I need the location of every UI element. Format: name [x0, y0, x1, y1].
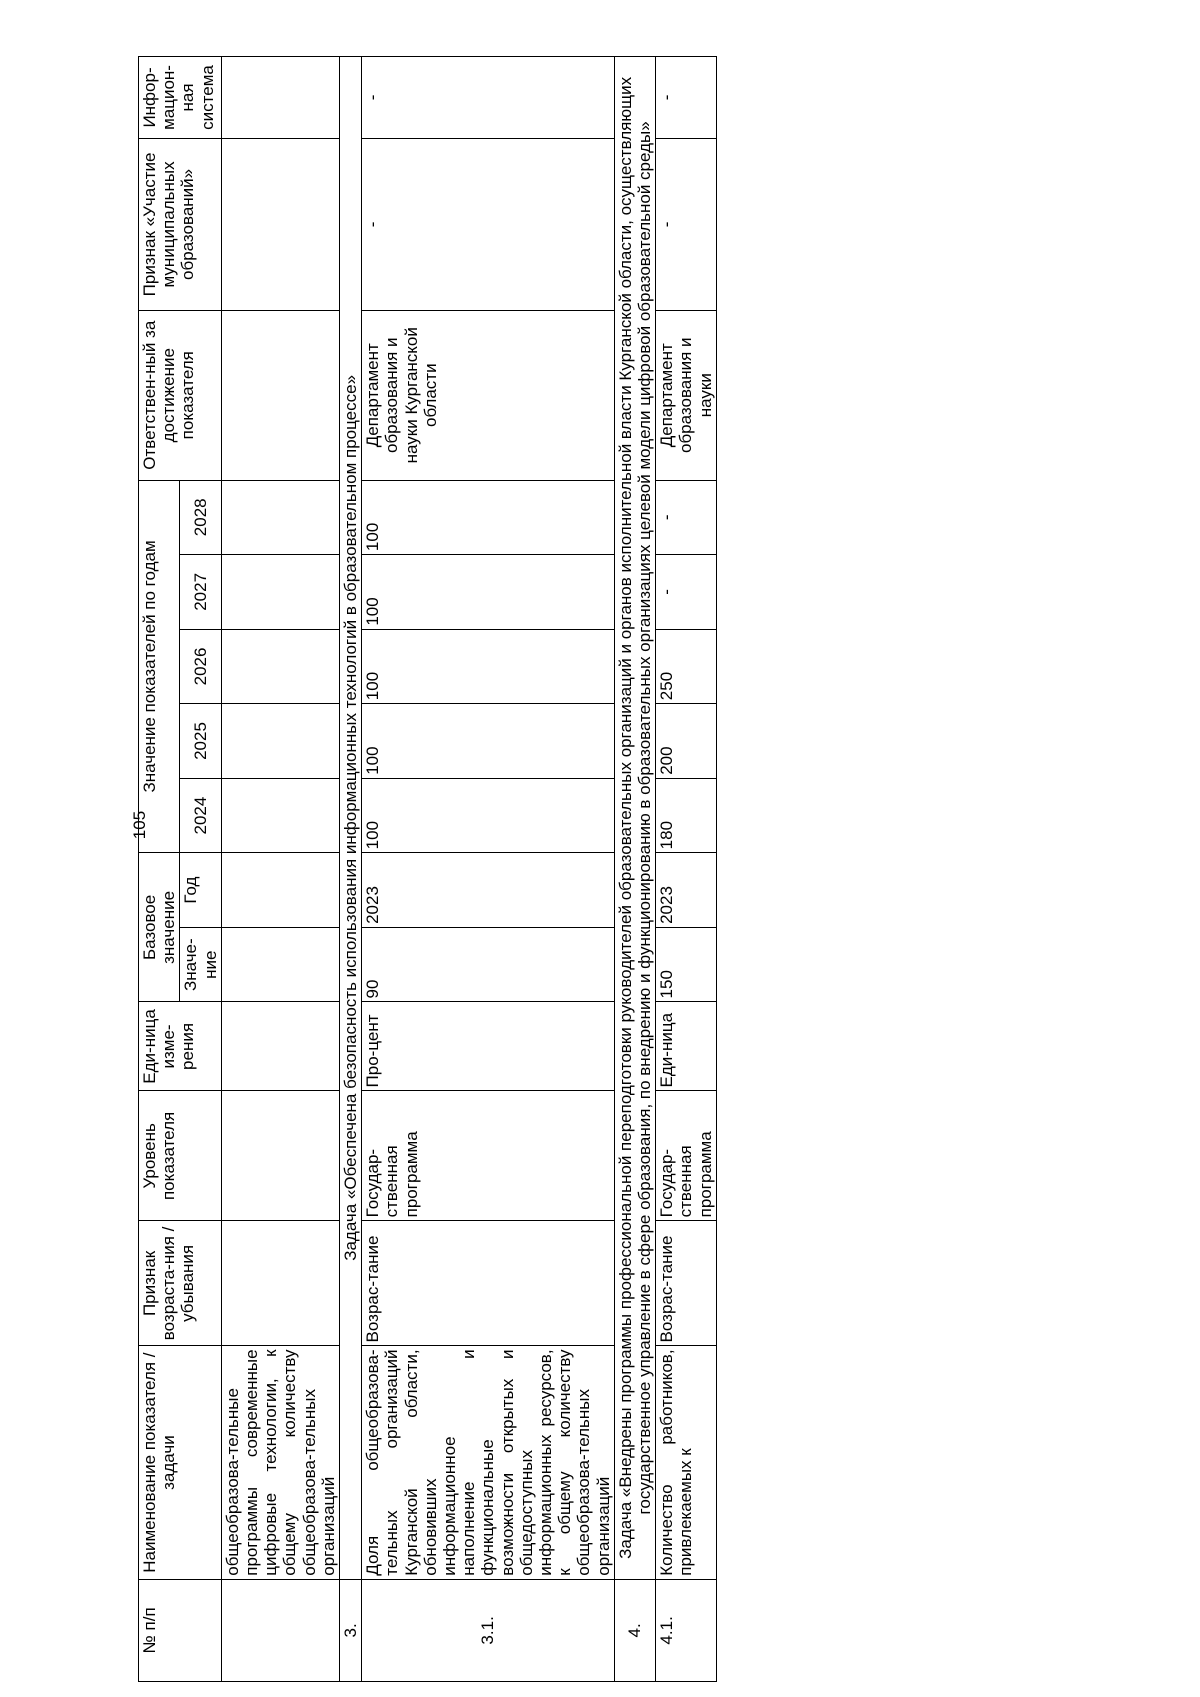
header-base-year: Год: [180, 853, 221, 928]
table-row-3-1: [362, 57, 615, 1682]
empty-cell: [221, 138, 339, 310]
continued-row: [221, 57, 339, 1682]
row-3-1-value-2026: 100: [362, 629, 615, 704]
page-number: 105: [130, 810, 149, 840]
row-4-1-value-2024: 180: [656, 778, 717, 853]
row-4-1-value-2027: -: [656, 555, 717, 630]
header-year-2027: 2027: [180, 555, 221, 630]
empty-cell: [221, 480, 339, 555]
empty-cell: [221, 1221, 339, 1346]
row-3-1-info-system: -: [362, 57, 615, 139]
header-year-2028: 2028: [180, 480, 221, 555]
empty-cell: [221, 310, 339, 480]
header-row-1: [139, 57, 180, 1682]
empty-cell: [221, 1002, 339, 1091]
row-3-1-value-2027: 100: [362, 555, 615, 630]
row-3-1-trend: Возрас-тание: [362, 1221, 615, 1346]
indicators-table: [138, 56, 717, 1682]
empty-cell: [221, 57, 339, 139]
row-3-1-responsible: Департамент образования и науки Курганской области: [362, 310, 615, 480]
task-4-text: Задача «Внедрены программы профессиональной переподготовки руководителей образовательных организаций и органов исполнительной власти Курганской области, осуществляющих государственное управление в сфере образования, по внедрению и функционированию в образовательных организациях целевой модели цифровой образовательной среды»: [614, 57, 655, 1580]
row-4-1-unit: Еди-ница: [656, 1002, 717, 1091]
row-3-1-value-2028: 100: [362, 480, 615, 555]
header-year-2024: 2024: [180, 778, 221, 853]
row-4-1-responsible: Департамент образования и науки: [656, 310, 717, 480]
row-4-1-value-2028: -: [656, 480, 717, 555]
header-base-value: Значе-ние: [180, 927, 221, 1002]
header-num: № п/п: [139, 1579, 222, 1681]
row-4-1-value-2026: 250: [656, 629, 717, 704]
header-trend: Признак возраста-ния / убывания: [139, 1221, 222, 1346]
row-3-1-value-2024: 100: [362, 778, 615, 853]
header-info-system: Инфор-мацион-ная система: [139, 57, 222, 139]
row-4-1-value-2025: 200: [656, 704, 717, 779]
empty-cell: [221, 555, 339, 630]
header-values-by-year: Значение показателей по годам: [139, 480, 180, 853]
row-3-1-level: Государ-ственная программа: [362, 1091, 615, 1221]
row-4-1-base-year: 2023: [656, 853, 717, 928]
header-unit: Еди-ница изме-рения: [139, 1002, 222, 1091]
row-3-1-base-year: 2023: [362, 853, 615, 928]
empty-cell: [221, 1091, 339, 1221]
row-4-1-level: Государ-ственная программа: [656, 1091, 717, 1221]
task-row-4: [614, 57, 655, 1682]
header-level: Уровень показателя: [139, 1091, 222, 1221]
task-3-num: 3.: [340, 1579, 362, 1681]
continued-row-num: [221, 1579, 339, 1681]
row-3-1-value-2025: 100: [362, 704, 615, 779]
header-year-2025: 2025: [180, 704, 221, 779]
header-responsible: Ответствен-ный за достижение показателя: [139, 310, 222, 480]
row-4-1-trend: Возрас-тание: [656, 1221, 717, 1346]
empty-cell: [221, 778, 339, 853]
task-4-num: 4.: [614, 1579, 655, 1681]
row-4-1-municipal: -: [656, 138, 717, 310]
row-3-1-municipal: -: [362, 138, 615, 310]
empty-cell: [221, 704, 339, 779]
row-3-1-name: Доля общеобразова-тельных организаций Курганской области, обновивших информационное наполнение и функциональные возможности открытых и общедоступных информационных ресурсов, к общему количеству общеобразова-тельных организаций: [362, 1346, 615, 1579]
empty-cell: [221, 629, 339, 704]
row-4-1-base-value: 150: [656, 927, 717, 1002]
continued-row-name: общеобразова-тельные программы современные цифровые технологии, к общему количеству общеобразова-тельных организаций: [221, 1346, 339, 1579]
header-municipal: Признак «Участие муниципальных образований»: [139, 138, 222, 310]
empty-cell: [221, 927, 339, 1002]
table-row-4-1: [656, 57, 717, 1682]
task-row-3: [340, 57, 362, 1682]
empty-cell: [221, 853, 339, 928]
row-3-1-base-value: 90: [362, 927, 615, 1002]
row-3-1-num: 3.1.: [362, 1579, 615, 1681]
task-3-text: Задача «Обеспечена безопасность использования информационных технологий в образовательном процессе»: [340, 57, 362, 1580]
header-year-2026: 2026: [180, 629, 221, 704]
row-4-1-name: Количество работников, привлекаемых к: [656, 1346, 717, 1579]
header-name: Наименование показателя / задачи: [139, 1346, 222, 1579]
rotated-page-content: [138, 56, 1091, 1682]
row-3-1-unit: Про-цент: [362, 1002, 615, 1091]
row-4-1-num: 4.1.: [656, 1579, 717, 1681]
header-base: Базовое значение: [139, 853, 180, 1002]
row-4-1-info-system: -: [656, 57, 717, 139]
